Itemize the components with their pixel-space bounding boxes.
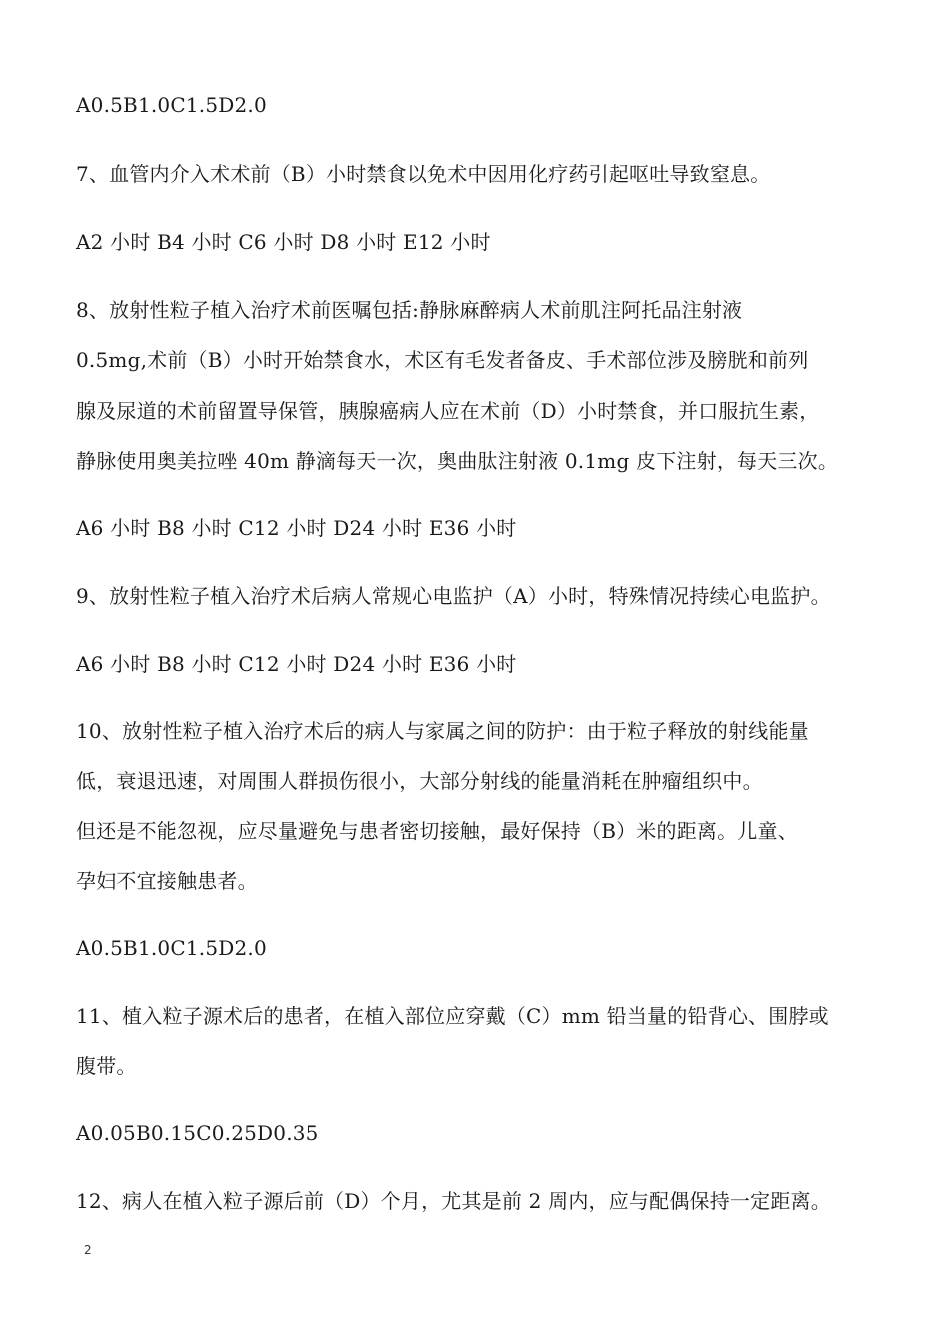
options-q11: A0.05B0.15C0.25D0.35: [76, 1121, 319, 1145]
question-11-line-1: 11、植入粒子源术后的患者，在植入部位应穿戴（C）mm 铅当量的铅背心、围脖或: [76, 1004, 829, 1028]
question-7: 7、血管内介入术术前（B）小时禁食以免术中因用化疗药引起呕吐导致窒息。: [76, 162, 771, 186]
question-8-line-1: 8、放射性粒子植入治疗术前医嘱包括:静脉麻醉病人术前肌注阿托品注射液: [76, 298, 743, 322]
options-q6: A0.5B1.0C1.5D2.0: [76, 93, 267, 117]
question-8-line-4: 静脉使用奥美拉唑 40m 静滴每天一次，奥曲肽注射液 0.1mg 皮下注射，每天三次。: [76, 449, 839, 473]
question-9: 9、放射性粒子植入治疗术后病人常规心电监护（A）小时，特殊情况持续心电监护。: [76, 584, 831, 608]
page-number: 2: [84, 1243, 92, 1257]
options-q7: A2 小时 B4 小时 C6 小时 D8 小时 E12 小时: [76, 230, 491, 254]
question-10-line-1: 10、放射性粒子植入治疗术后的病人与家属之间的防护：由于粒子释放的射线能量: [76, 719, 809, 743]
options-q9: A6 小时 B8 小时 C12 小时 D24 小时 E36 小时: [76, 652, 517, 676]
question-10-line-2: 低，衰退迅速，对周围人群损伤很小，大部分射线的能量消耗在肿瘤组织中。: [76, 769, 763, 793]
question-8-line-3: 腺及尿道的术前留置导保管，胰腺癌病人应在术前（D）小时禁食，并口服抗生素，: [76, 399, 820, 423]
question-8-line-2: 0.5mg,术前（B）小时开始禁食水，术区有毛发者备皮、手术部位涉及膀胱和前列: [76, 348, 809, 372]
question-10-line-3: 但还是不能忽视，应尽量避免与患者密切接触，最好保持（B）米的距离。儿童、: [76, 819, 798, 843]
options-q8: A6 小时 B8 小时 C12 小时 D24 小时 E36 小时: [76, 516, 517, 540]
question-11-line-2: 腹带。: [76, 1054, 137, 1078]
options-q10: A0.5B1.0C1.5D2.0: [76, 936, 267, 960]
question-12: 12、病人在植入粒子源后前（D）个月，尤其是前 2 周内，应与配偶保持一定距离。: [76, 1189, 831, 1213]
question-10-line-4: 孕妇不宜接触患者。: [76, 869, 258, 893]
